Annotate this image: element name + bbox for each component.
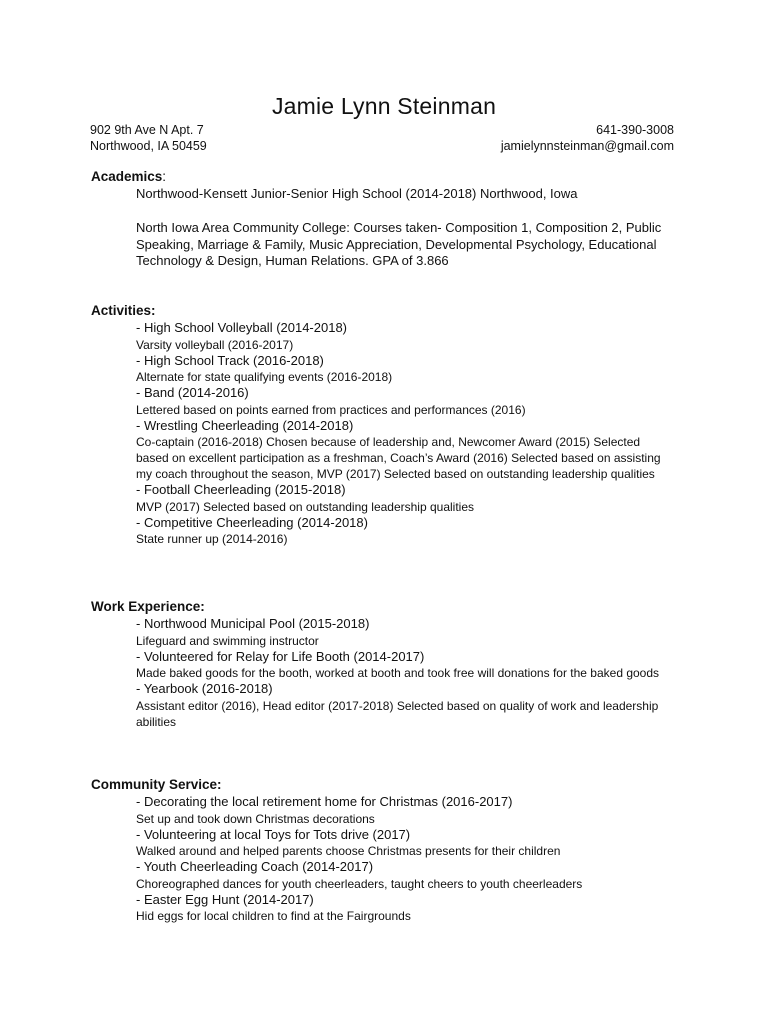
academics-college: North Iowa Area Community College: Courses taken- Composition 1, Composition 2, Public Speaking, Marriage & Family, Music Appreciation, Developmental Psychology, Educational Technology & Design, Human Relations. GPA of 3.866 — [136, 220, 662, 268]
work-heading: - Yearbook (2016-2018) — [136, 681, 273, 696]
activities-heading: Activities: — [91, 303, 156, 318]
community-service-heading: Community Service: — [91, 777, 222, 792]
contact-block — [501, 122, 674, 154]
activity-detail: Co-captain (2016-2018) Chosen because of leadership and, Newcomer Award (2015) Selected based on excellent participation as a freshman, Coach’s Award (2016) Selected based on assisting my coach throughout the season, MVP (2017) Selected based on outstanding leadership qualities — [136, 435, 661, 481]
activity-heading: - Band (2014-2016) — [136, 385, 249, 400]
work-detail: Assistant editor (2016), Head editor (2017-2018) Selected based on quality of work and leadership abilities — [136, 698, 659, 729]
academics-school: Northwood-Kensett Junior-Senior High School (2014-2018) Northwood, Iowa — [136, 186, 578, 201]
activity-detail: State runner up (2014-2016) — [136, 532, 288, 546]
activity-heading: - High School Track (2016-2018) — [136, 352, 324, 368]
phone-number: 641-390-3008 — [596, 123, 674, 137]
service-heading: - Easter Egg Hunt (2014-2017) — [136, 891, 314, 907]
activities-list — [136, 320, 676, 547]
address-block — [90, 122, 207, 154]
service-heading: - Decorating the local retirement home for Christmas (2016-2017) — [136, 794, 513, 809]
work-experience-list — [136, 616, 676, 730]
service-detail: Choreographed dances for youth cheerleaders, taught cheers to youth cheerleaders — [136, 876, 583, 891]
address-line-2: Northwood, IA 50459 — [90, 139, 207, 153]
work-detail: Made baked goods for the booth, worked at booth and took free will donations for the baked goods — [136, 666, 660, 680]
activity-detail: MVP (2017) Selected based on outstanding leadership qualities — [136, 499, 475, 514]
service-detail: Hid eggs for local children to find at the Fairgrounds — [136, 909, 411, 923]
work-detail: Lifeguard and swimming instructor — [136, 633, 319, 648]
address-line-1: 902 9th Ave N Apt. 7 — [90, 123, 204, 137]
service-heading: - Volunteering at local Toys for Tots drive (2017) — [136, 826, 411, 842]
email-address: jamielynnsteinman@gmail.com — [500, 139, 674, 153]
activity-detail: Lettered based on points earned from practices and performances (2016) — [136, 402, 526, 417]
service-detail: Walked around and helped parents choose Christmas presents for their children — [136, 844, 561, 858]
activity-heading: - Football Cheerleading (2015-2018) — [136, 482, 346, 497]
community-service-list — [136, 794, 676, 924]
work-heading: - Volunteered for Relay for Life Booth (2014-2017) — [136, 648, 425, 664]
activity-heading: - Competitive Cheerleading (2014-2018) — [136, 514, 368, 530]
work-experience-heading: Work Experience: — [91, 599, 205, 614]
resume-name: Jamie Lynn Steinman — [271, 93, 497, 119]
activity-heading: - Wrestling Cheerleading (2014-2018) — [136, 417, 354, 433]
service-heading: - Youth Cheerleading Coach (2014-2017) — [136, 859, 374, 874]
activity-detail: Alternate for state qualifying events (2016-2018) — [136, 370, 393, 384]
work-heading: - Northwood Municipal Pool (2015-2018) — [136, 616, 370, 631]
activity-detail: Varsity volleyball (2016-2017) — [136, 337, 294, 352]
activity-heading: - High School Volleyball (2014-2018) — [136, 320, 348, 335]
academics-heading: Academics: — [91, 169, 167, 184]
service-detail: Set up and took down Christmas decorations — [136, 811, 375, 826]
